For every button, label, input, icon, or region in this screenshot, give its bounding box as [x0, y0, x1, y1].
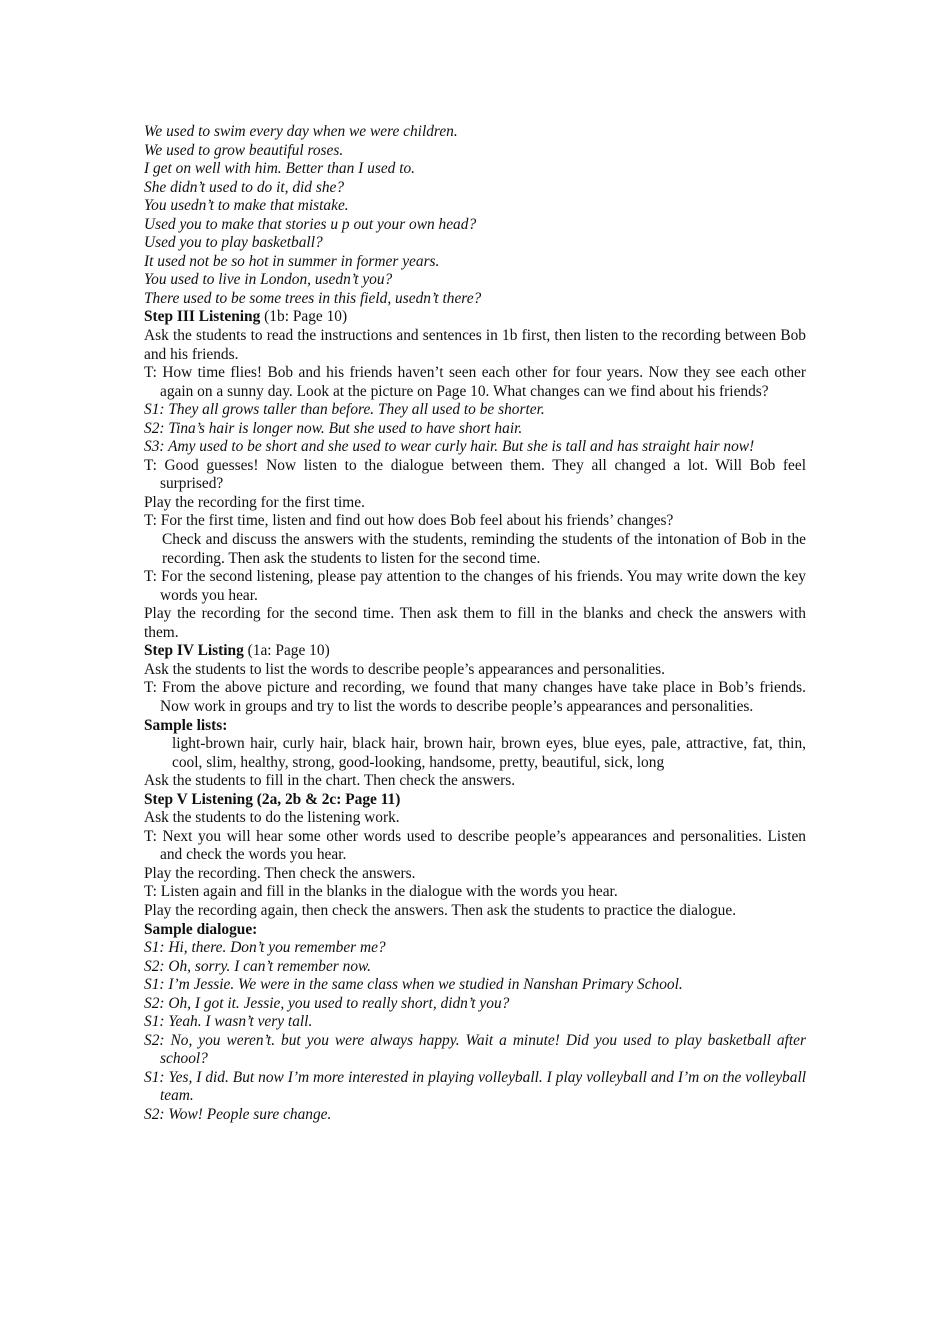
usage-example-list: [144, 123, 806, 308]
dialogue-line: S1: Hi, there. Don’t you remember me?: [144, 939, 386, 957]
step4-heading-line: [144, 642, 806, 661]
usage-example: It used not be so hot in summer in former years.: [144, 252, 440, 270]
dialogue-line: S2: Oh, I got it. Jessie, you used to really short, didn’t you?: [144, 994, 510, 1012]
instruction-line: Play the recording. Then check the answers.: [144, 864, 416, 882]
usage-example: You used to live in London, usedn’t you?: [144, 271, 393, 289]
sample-dialogue-heading: Sample dialogue:: [144, 920, 258, 938]
dialogue-line: S2: No, you weren’t. but you were always happy. Wait a minute! Did you used to play basketball after school?: [144, 1031, 806, 1068]
instruction-line: Play the recording again, then check the answers. Then ask the students to practice the dialogue.: [144, 901, 737, 919]
usage-example: I get on well with him. Better than I used to.: [144, 160, 416, 178]
usage-example: You usedn’t to make that mistake.: [144, 197, 349, 215]
step3-page-ref: (1b: Page 10): [260, 308, 348, 326]
step3-instruction: Ask the students to read the instructions and sentences in 1b first, then listen to the recording between Bob and his friends.: [144, 327, 806, 363]
instruction-line: Play the recording for the first time.: [144, 493, 365, 511]
sample-dialogue: [144, 939, 806, 1124]
usage-example: Used you to play basketball?: [144, 234, 323, 252]
instruction-line: Play the recording for the second time. Then ask them to fill in the blanks and check the answers with them.: [144, 605, 806, 641]
dialogue-line: S2: Wow! People sure change.: [144, 1105, 332, 1123]
sample-word-list: light-brown hair, curly hair, black hair, brown hair, brown eyes, blue eyes, pale, attractive, fat, thin, cool, slim, healthy, strong, good-looking, handsome, pretty, beautiful, sick, long: [172, 735, 806, 771]
dialogue-line: S1: I’m Jessie. We were in the same class when we studied in Nanshan Primary School.: [144, 976, 683, 994]
dialogue-line: S1: Yes, I did. But now I’m more interested in playing volleyball. I play volleyball and I’m on the volleyball team.: [144, 1068, 806, 1105]
teacher-line: T: From the above picture and recording, we found that many changes have take place in Bob’s friends. Now work in groups and try to list the words to describe people’s appearances and personalities.: [144, 679, 806, 715]
step3-heading: Step III Listening: [144, 308, 261, 326]
usage-example: We used to grow beautiful roses.: [144, 141, 344, 159]
check-discuss-paragraph: Check and discuss the answers with the students, reminding the students of the intonation of Bob in the recording. Then ask the students to listen for the second time.: [162, 531, 806, 567]
teacher-line: T: For the second listening, please pay attention to the changes of his friends. You may write down the key words you hear.: [144, 568, 806, 604]
usage-example: We used to swim every day when we were children.: [144, 123, 458, 140]
teacher-line: T: Next you will hear some other words used to describe people’s appearances and personalities. Listen and check the words you hear.: [144, 827, 806, 864]
teacher-line: T: For the first time, listen and find out how does Bob feel about his friends’ changes?: [144, 512, 674, 530]
teacher-line: T: How time flies! Bob and his friends haven’t seen each other for four years. Now they see each other again on a sunny day. Look at the picture on Page 10. What changes can we find about his friends?: [144, 364, 806, 400]
usage-example: She didn’t used to do it, did she?: [144, 178, 345, 196]
step5-heading: Step V Listening (2a, 2b & 2c: Page 11): [144, 790, 401, 808]
step4-heading: Step IV Listing: [144, 642, 244, 660]
teacher-line: T: Good guesses! Now listen to the dialogue between them. They all changed a lot. Will Bob feel surprised?: [144, 456, 806, 493]
usage-example: Used you to make that stories u p out your own head?: [144, 215, 477, 233]
instruction-line: Ask the students to fill in the chart. Then check the answers.: [144, 772, 516, 790]
dialogue-line: S2: Oh, sorry. I can’t remember now.: [144, 957, 371, 975]
step4-page-ref: (1a: Page 10): [243, 642, 330, 660]
student-line: S1: They all grows taller than before. They all used to be shorter.: [144, 401, 545, 419]
usage-example: There used to be some trees in this field, usedn’t there?: [144, 289, 482, 307]
student-line: S2: Tina’s hair is longer now. But she used to have short hair.: [144, 419, 523, 437]
student-line: S3: Amy used to be short and she used to wear curly hair. But she is tall and has straight hair now!: [144, 438, 755, 456]
teacher-line: T: Listen again and fill in the blanks in the dialogue with the words you hear.: [144, 883, 618, 901]
step3-heading-line: [144, 308, 806, 327]
dialogue-line: S1: Yeah. I wasn’t very tall.: [144, 1013, 313, 1031]
step4-instruction: Ask the students to list the words to describe people’s appearances and personalities.: [144, 660, 666, 678]
sample-lists-heading: Sample lists:: [144, 716, 228, 734]
step5-instruction: Ask the students to do the listening work.: [144, 809, 400, 827]
document-page: [144, 123, 806, 1125]
